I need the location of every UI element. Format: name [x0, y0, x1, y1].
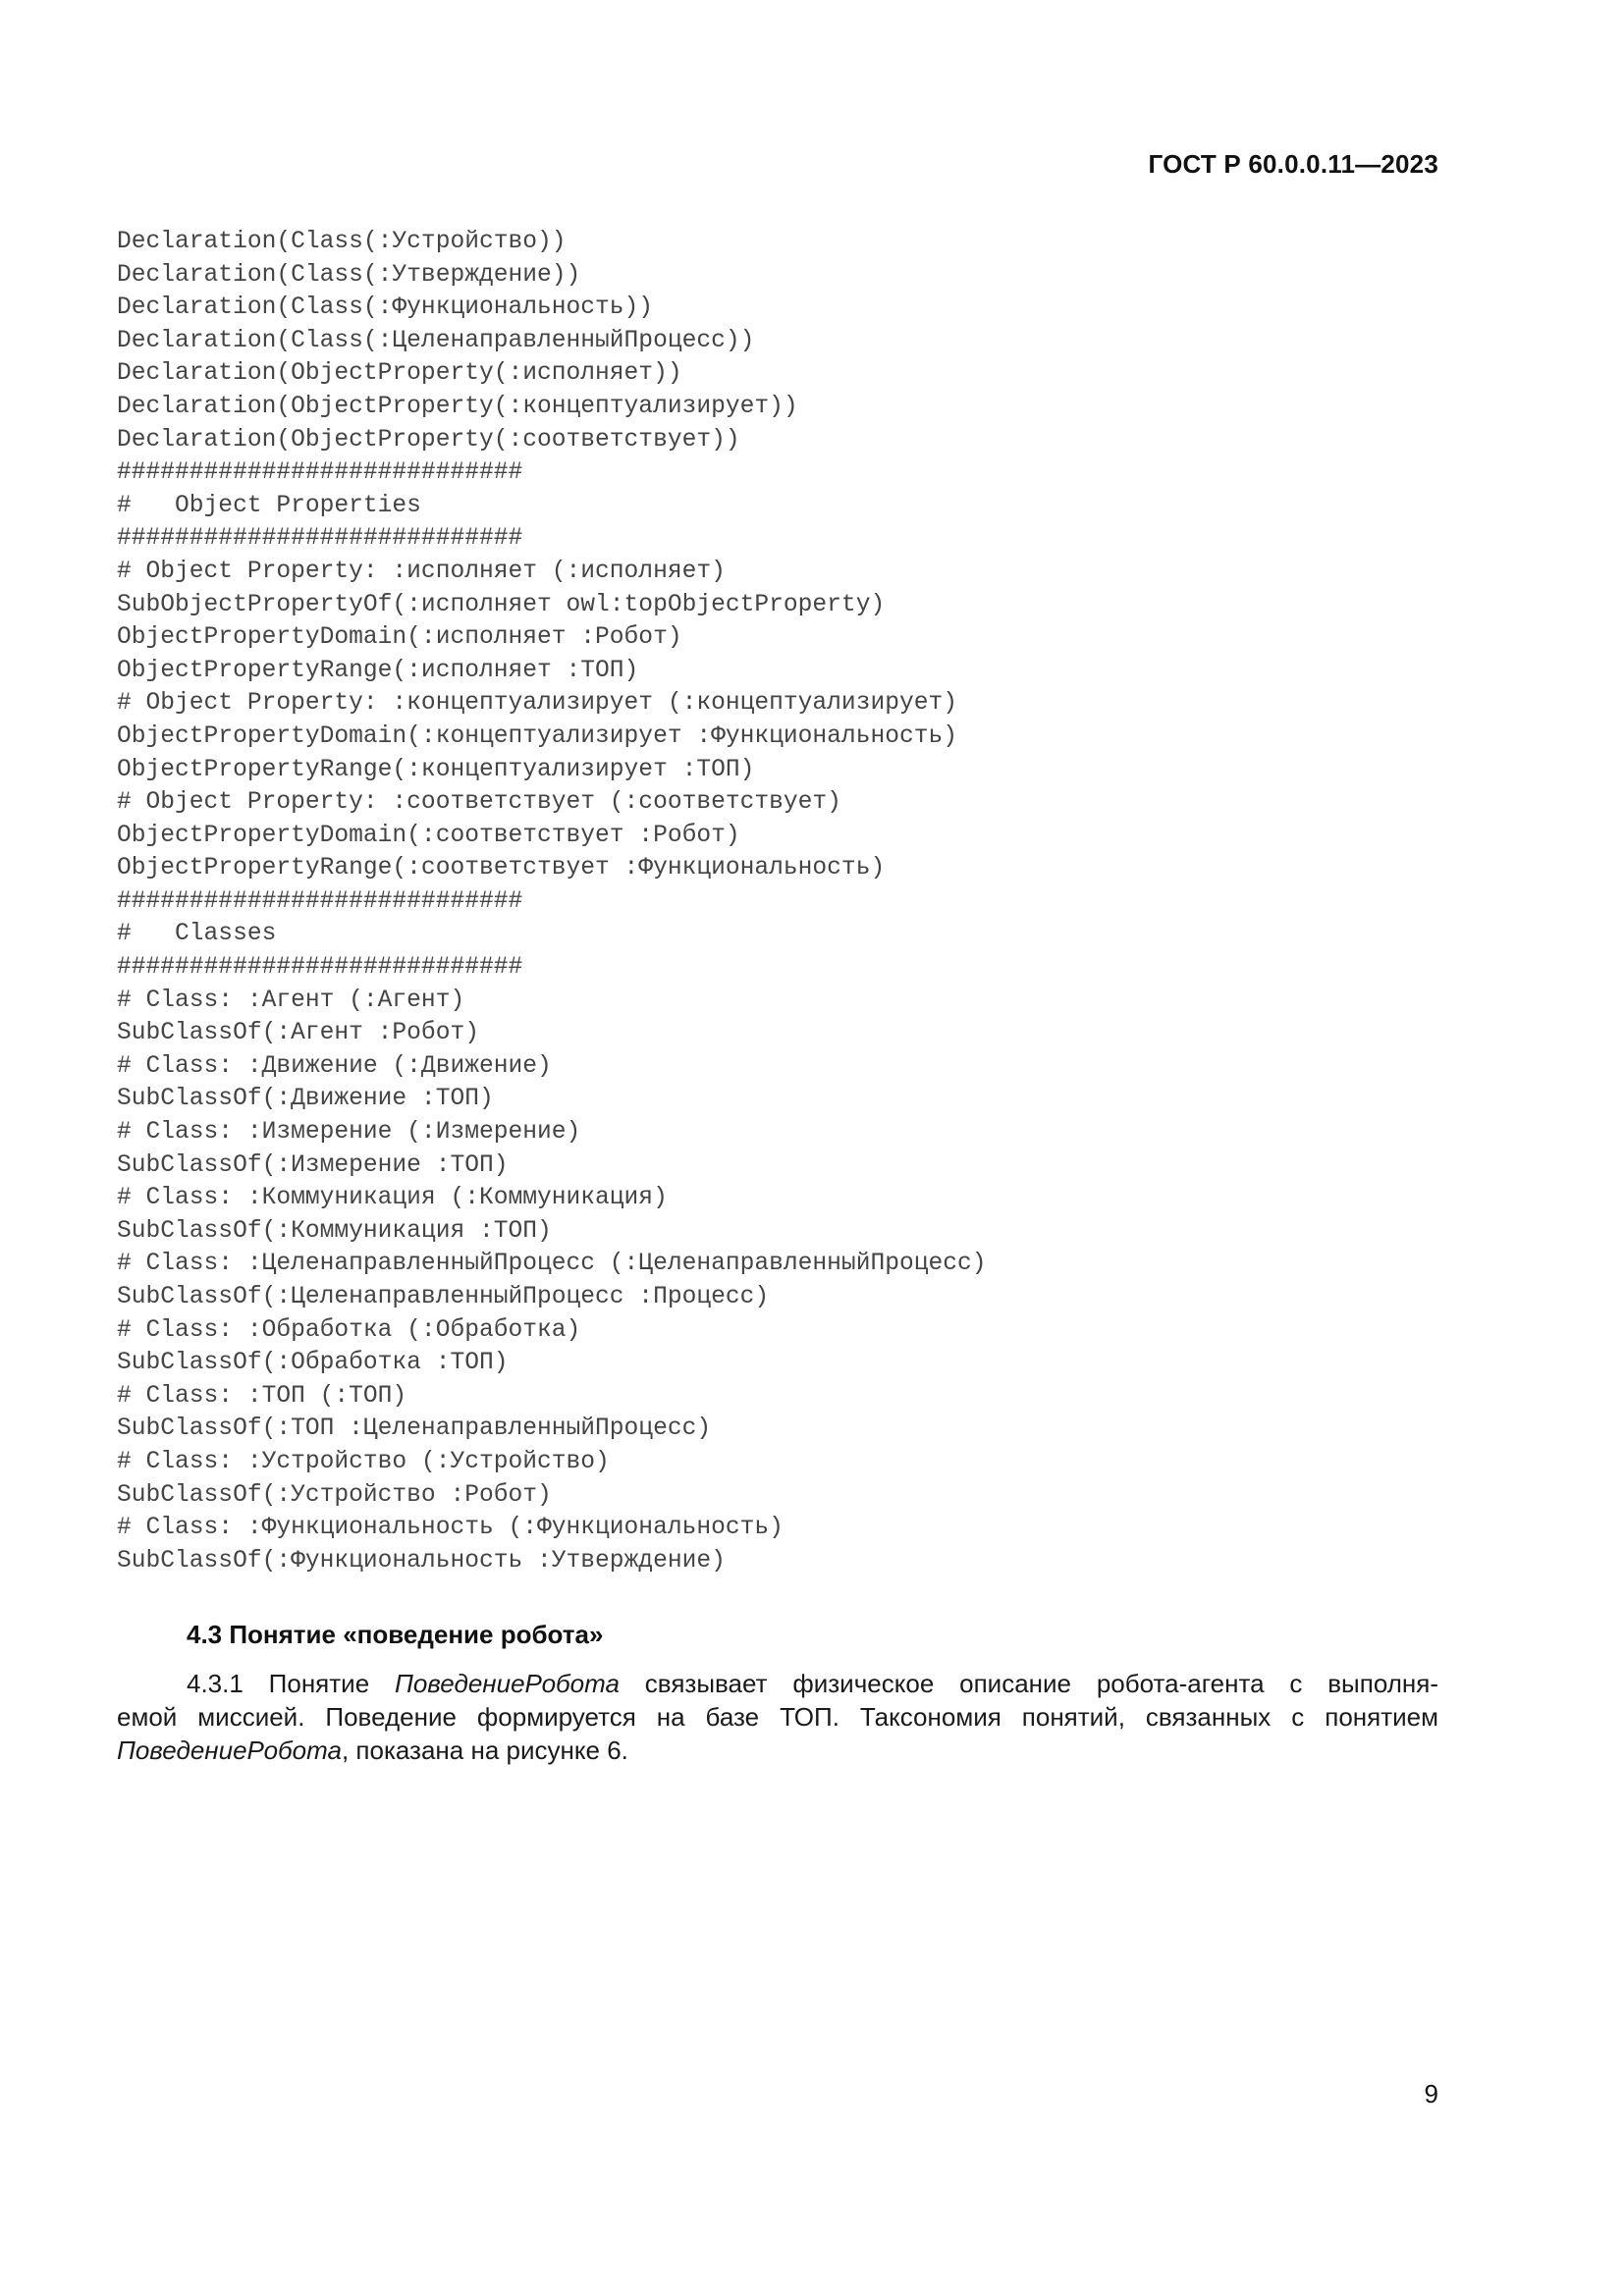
- code-line: ObjectPropertyDomain(:концептуализирует :Функциональность): [117, 722, 958, 750]
- code-line: Declaration(Class(:ЦеленаправленныйПроцесс)): [117, 327, 755, 354]
- paragraph-line-1: [117, 1667, 1438, 1700]
- code-line: SubObjectPropertyOf(:исполняет owl:topObjectProperty): [117, 591, 886, 618]
- code-line: SubClassOf(:Измерение :ТОП): [117, 1151, 509, 1179]
- paragraph-line-2: емой миссией. Поведение формируется на базе ТОП. Таксономия понятий, связанных с понятием: [117, 1702, 1438, 1732]
- term-robot-behavior: ПоведениеРобота: [395, 1669, 620, 1698]
- document-header: ГОСТ Р 60.0.0.11—2023: [1148, 149, 1438, 179]
- code-line: SubClassOf(:Агент :Робот): [117, 1020, 479, 1047]
- code-line: Declaration(Class(:Функциональность)): [117, 294, 654, 322]
- code-line: Declaration(Class(:Утверждение)): [117, 261, 581, 289]
- code-line: ############################: [117, 525, 523, 553]
- code-line: # Class: :Обработка (:Обработка): [117, 1316, 581, 1344]
- code-line: SubClassOf(:Движение :ТОП): [117, 1086, 494, 1113]
- code-line: ObjectPropertyRange(:концептуализирует :ТОП): [117, 756, 755, 783]
- code-line: SubClassOf(:Обработка :ТОП): [117, 1350, 509, 1377]
- code-line: # Object Property: :концептуализирует (:концептуализирует): [117, 690, 958, 718]
- code-line: ObjectPropertyDomain(:исполняет :Робот): [117, 624, 682, 652]
- paragraph-line-3: [117, 1734, 1438, 1767]
- code-line: Declaration(ObjectProperty(:концептуализирует)): [117, 393, 798, 420]
- code-line: # Class: :Измерение (:Измерение): [117, 1119, 581, 1147]
- section-heading: 4.3 Понятие «поведение робота»: [187, 1620, 604, 1649]
- code-listing: [117, 226, 987, 1577]
- code-line: Declaration(ObjectProperty(:соответствует)): [117, 426, 740, 454]
- code-line: # Class: :ТОП (:ТОП): [117, 1382, 407, 1410]
- code-line: # Object Property: :соответствует (:соответствует): [117, 789, 841, 817]
- code-line: SubClassOf(:Устройство :Робот): [117, 1481, 552, 1509]
- code-line: ObjectPropertyDomain(:соответствует :Робот): [117, 822, 740, 849]
- code-line: Declaration(Class(:Устройство)): [117, 229, 567, 255]
- code-line: # Classes: [117, 921, 277, 948]
- code-line: # Object Property: :исполняет (:исполняет): [117, 558, 726, 585]
- paragraph-line-1-prefix: 4.3.1 Понятие: [187, 1669, 395, 1698]
- code-line: # Class: :ЦеленаправленныйПроцесс (:ЦеленаправленныйПроцесс): [117, 1251, 987, 1278]
- section-paragraph: [117, 1667, 1438, 1767]
- code-line: # Object Properties: [117, 492, 421, 519]
- term-robot-behavior: ПоведениеРобота: [117, 1735, 342, 1765]
- code-line: # Class: :Устройство (:Устройство): [117, 1448, 610, 1475]
- code-line: ############################: [117, 887, 523, 915]
- page-number: 9: [1424, 2079, 1438, 2109]
- code-line: # Class: :Функциональность (:Функциональность): [117, 1515, 784, 1542]
- code-line: ############################: [117, 459, 523, 487]
- code-line: # Class: :Коммуникация (:Коммуникация): [117, 1185, 668, 1212]
- code-line: ObjectPropertyRange(:соответствует :Функциональность): [117, 855, 886, 882]
- paragraph-line-3-rest: , показана на рисунке 6.: [341, 1735, 628, 1765]
- code-line: # Class: :Движение (:Движение): [117, 1052, 552, 1080]
- code-line: # Class: :Агент (:Агент): [117, 987, 465, 1014]
- code-line: ObjectPropertyRange(:исполняет :ТОП): [117, 657, 639, 684]
- code-line: SubClassOf(:ЦеленаправленныйПроцесс :Процесс): [117, 1284, 770, 1310]
- code-line: SubClassOf(:ТОП :ЦеленаправленныйПроцесс): [117, 1415, 712, 1443]
- paragraph-line-1-rest: связывает физическое описание робота-агента с выполня-: [619, 1669, 1438, 1698]
- code-line: SubClassOf(:Коммуникация :ТОП): [117, 1217, 552, 1245]
- code-line: Declaration(ObjectProperty(:исполняет)): [117, 360, 682, 388]
- code-line: SubClassOf(:Функциональность :Утверждение): [117, 1547, 726, 1575]
- code-line: ############################: [117, 954, 523, 982]
